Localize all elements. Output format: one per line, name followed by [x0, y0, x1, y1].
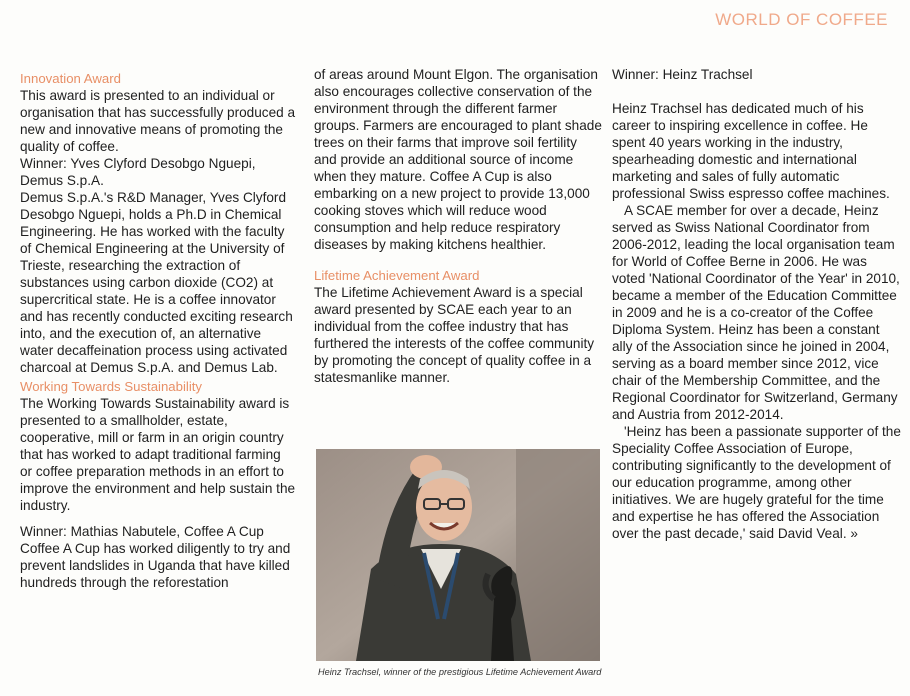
lifetime-quote: 'Heinz has been a passionate supporter of the Speciality Coffee Association of Europe, contributing significantly to the development of our education programme, among other initiatives. We are hugely grateful for the time and expertise he has offered the Association over the past decade,' said David Veal.: [612, 424, 901, 541]
column-3: [612, 66, 902, 542]
sustainability-body-start: Coffee A Cup has worked diligently to try and prevent landslides in Uganda that have killed hundreds through the reforestation: [20, 541, 291, 590]
column-2: [314, 66, 602, 386]
sustainability-heading: Working Towards Sustainability: [20, 379, 203, 394]
end-mark: »: [850, 526, 858, 541]
innovation-winner: Winner: Yves Clyford Desobgo Nguepi, Demus S.p.A.: [20, 156, 256, 188]
innovation-body: Demus S.p.A.'s R&D Manager, Yves Clyford Desobgo Nguepi, holds a Ph.D in Chemical Engineering. He has worked with the faculty of Chemical Engineering at the University of Trieste, researching the extraction of substances using carbon dioxide (CO2) at supercritical state. He is a coffee innovator and has recently conducted exciting research into, and the execution of, an alternative water decaffeination process using activated charcoal at Demus S.p.A. and Demus Lab.: [20, 190, 293, 375]
lifetime-body-1: Heinz Trachsel has dedicated much of his career to inspiring excellence in coffee. He spent 40 years working in the industry, spearheading domestic and international marketing and sales of fully automatic professional Swiss espresso coffee machines.: [612, 101, 890, 201]
lifetime-award-heading: Lifetime Achievement Award: [314, 268, 480, 283]
innovation-award-heading: Innovation Award: [20, 71, 121, 86]
lifetime-body-2: A SCAE member for over a decade, Heinz served as Swiss National Coordinator from 2006-2012, leading the local organisation team for World of Coffee Berne in 2006. He was voted 'National Coordinator of the Year' in 2010, became a member of the Education Committee in 2009 and he is a co-creator of the Coffee Diploma System. Heinz has been a constant ally of the Association since he joined in 2004, serving as a board member since 2012, vice chair of the Membership Committee, and the Regional Coordinator for Switzerland, Germany and Austria from 2012-2014.: [612, 203, 900, 422]
photo-caption: Heinz Trachsel, winner of the prestigious Lifetime Achievement Award: [318, 667, 602, 677]
award-photo: [316, 449, 600, 661]
innovation-award-intro: This award is presented to an individual or organisation that has successfully produced a new and innovative means of promoting the quality of coffee.: [20, 88, 296, 154]
sustainability-intro: The Working Towards Sustainability award is presented to a smallholder, estate, cooperative, mill or farm in an origin country that has worked to adapt traditional farming or coffee preparation methods in an effort to improve the environment and help sustain the industry.: [20, 396, 296, 513]
lifetime-winner: Winner: Heinz Trachsel: [612, 67, 753, 82]
sustainability-body-continued: of areas around Mount Elgon. The organisation also encourages collective conservation of the environment through the different farmer groups. Farmers are encouraged to plant shade trees on their farms that improve soil fertility and provide an additional source of income when they mature. Coffee A Cup is also embarking on a new project to provide 13,000 cooking stoves which will reduce wood consumption and help reduce respiratory diseases by making kitchens healthier.: [314, 67, 602, 252]
section-header: WORLD OF COFFEE: [715, 10, 888, 29]
column-1: [20, 70, 296, 591]
lifetime-body-3: [612, 423, 902, 542]
lifetime-award-intro: The Lifetime Achievement Award is a special award presented by SCAE each year to an individual from the coffee industry that has furthered the interests of the coffee community by promoting the concept of quality coffee in a statesmanlike manner.: [314, 285, 595, 385]
sustainability-winner: Winner: Mathias Nabutele, Coffee A Cup: [20, 524, 264, 539]
photo-illustration: [316, 449, 600, 661]
